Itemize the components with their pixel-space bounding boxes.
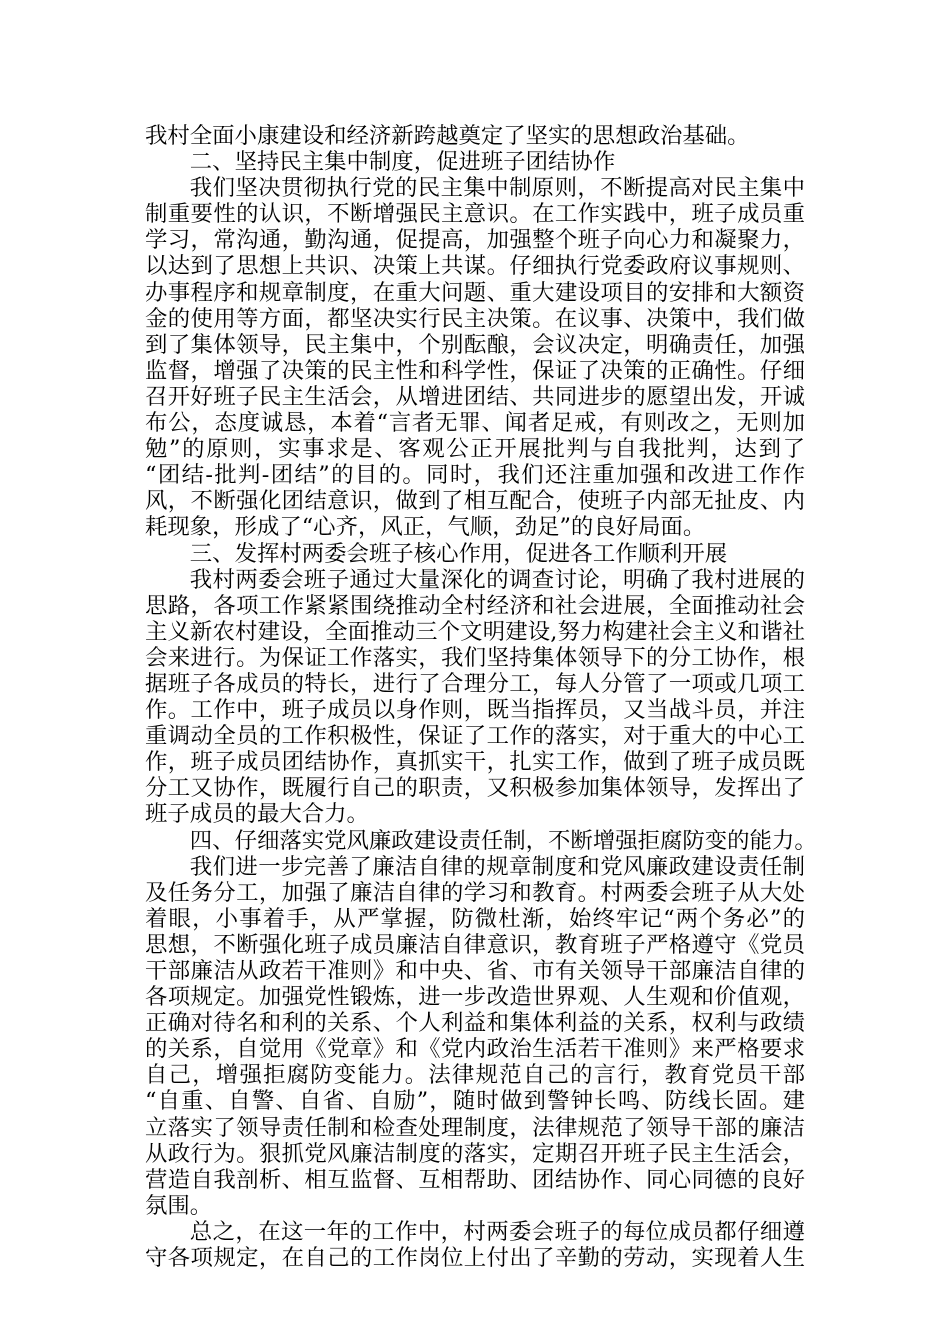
- text-line: 作，班子成员团结协作，真抓实干，扎实工作，做到了班子成员既: [145, 749, 805, 776]
- text-line: 耗现象，形成了“心齐，风正，气顺，劲足”的良好局面。: [145, 514, 706, 541]
- body-paragraph: [145, 1219, 805, 1271]
- text-line: 监督，增强了决策的民主性和科学性，保证了决策的正确性。仔细: [145, 357, 805, 384]
- text-line: 立落实了领导责任制和检查处理制度，法律规范了领导干部的廉洁: [145, 1114, 805, 1141]
- text-line: 制重要性的认识，不断增强民主意识。在工作实践中，班子成员重: [145, 201, 805, 228]
- text-line: 学习，常沟通，勤沟通，促提高，加强整个班子向心力和凝聚力，: [145, 227, 805, 254]
- text-line: 班子成员的最大合力。: [145, 801, 369, 828]
- text-line: 氛围。: [145, 1192, 213, 1219]
- text-line: 我们进一步完善了廉洁自律的规章制度和党风廉政建设责任制: [189, 853, 805, 880]
- text-line: 到了集体领导，民主集中，个别酝酿，会议决定，明确责任，加强: [145, 331, 805, 358]
- text-line: “自重、自警、自省、自励”，随时做到警钟长鸣、防线长固。建: [145, 1088, 805, 1115]
- body-paragraph: [145, 175, 805, 540]
- section-heading: [145, 541, 805, 567]
- text-line: 我村两委会班子通过大量深化的调查讨论，明确了我村进展的: [189, 566, 805, 593]
- text-line: 思想，不断强化班子成员廉洁自律意识，教育班子严格遵守《党员: [145, 931, 805, 958]
- text-line: 正确对待名和利的关系、个人利益和集体利益的关系，权利与政绩: [145, 1010, 805, 1037]
- text-line: 思路，各项工作紧紧围绕推动全村经济和社会进展，全面推动社会: [145, 592, 805, 619]
- text-line: 风，不断强化团结意识，做到了相互配合，使班子内部无扯皮、内: [145, 488, 805, 515]
- text-line: 从政行为。狠抓党风廉洁制度的落实，定期召开班子民主生活会，: [145, 1140, 805, 1167]
- text-line: 我们坚决贯彻执行党的民主集中制原则，不断提高对民主集中: [189, 175, 805, 202]
- text-line: 我村全面小康建设和经济新跨越奠定了坚实的思想政治基础。: [145, 123, 750, 149]
- text-line: 分工又协作，既履行自己的职责，又积极参加集体领导，发挥出了: [145, 775, 805, 802]
- text-line: 勉”的原则，实事求是、客观公正开展批判与自我批判，达到了: [145, 436, 805, 463]
- text-line: 主义新农村建设，全面推动三个文明建设,努力构建社会主义和谐社: [145, 618, 805, 645]
- section-heading: [145, 149, 805, 175]
- body-paragraph: [145, 123, 805, 149]
- text-line: 营造自我剖析、相互监督、互相帮助、团结协作、同心同德的良好: [145, 1166, 805, 1193]
- text-line: 以达到了思想上共识、决策上共谋。仔细执行党委政府议事规则、: [145, 253, 805, 280]
- text-line: 总之，在这一年的工作中，村两委会班子的每位成员都仔细遵: [189, 1218, 805, 1245]
- text-line: 据班子各成员的特长，进行了合理分工，每人分管了一项或几项工: [145, 670, 805, 697]
- document-page: [145, 123, 817, 1272]
- text-line: 重调动全员的工作积极性，保证了工作的落实，对于重大的中心工: [145, 723, 805, 750]
- text-line: 守各项规定，在自己的工作岗位上付出了辛勤的劳动，实现着人生: [145, 1245, 805, 1272]
- section-heading: [145, 827, 817, 854]
- body-paragraph: [145, 854, 805, 1219]
- text-line: 干部廉洁从政若干准则》和中央、省、市有关领导干部廉洁自律的: [145, 958, 805, 984]
- text-line: 布公，态度诚恳，本着“言者无罪、闻者足戒，有则改之，无则加: [145, 410, 805, 437]
- text-line: 三、发挥村两委会班子核心作用，促进各工作顺利开展: [189, 540, 728, 567]
- text-line: 作。工作中，班子成员以身作则，既当指挥员，又当战斗员，并注: [145, 697, 805, 724]
- text-line: 办事程序和规章制度，在重大问题、重大建设项目的安排和大额资: [145, 279, 805, 306]
- text-line: 二、坚持民主集中制度，促进班子团结协作: [189, 149, 616, 176]
- text-line: “团结-批判-团结”的目的。同时，我们还注重加强和改进工作作: [145, 462, 805, 489]
- text-line: 及任务分工，加强了廉洁自律的学习和教育。村两委会班子从大处: [145, 879, 805, 906]
- text-line: 各项规定。加强党性锻炼，进一步改造世界观、人生观和价值观，: [145, 984, 805, 1011]
- text-line: 自己，增强拒腐防变能力。法律规范自己的言行，教育党员干部: [145, 1062, 805, 1089]
- text-line: 着眼，小事着手，从严掌握，防微杜渐，始终牢记“两个务必”的: [145, 905, 805, 932]
- text-line: 的关系，自觉用《党章》和《党内政治生活若干准则》来严格要求: [145, 1036, 805, 1063]
- text-line: 四、仔细落实党风廉政建设责任制，不断增强拒腐防变的能力。: [189, 827, 817, 854]
- text-line: 召开好班子民主生活会，从增进团结、共同进步的愿望出发，开诚: [145, 383, 805, 410]
- text-line: 会来进行。为保证工作落实，我们坚持集体领导下的分工协作，根: [145, 644, 805, 671]
- body-paragraph: [145, 567, 805, 828]
- text-line: 金的使用等方面，都坚决实行民主决策。在议事、决策中，我们做: [145, 305, 805, 332]
